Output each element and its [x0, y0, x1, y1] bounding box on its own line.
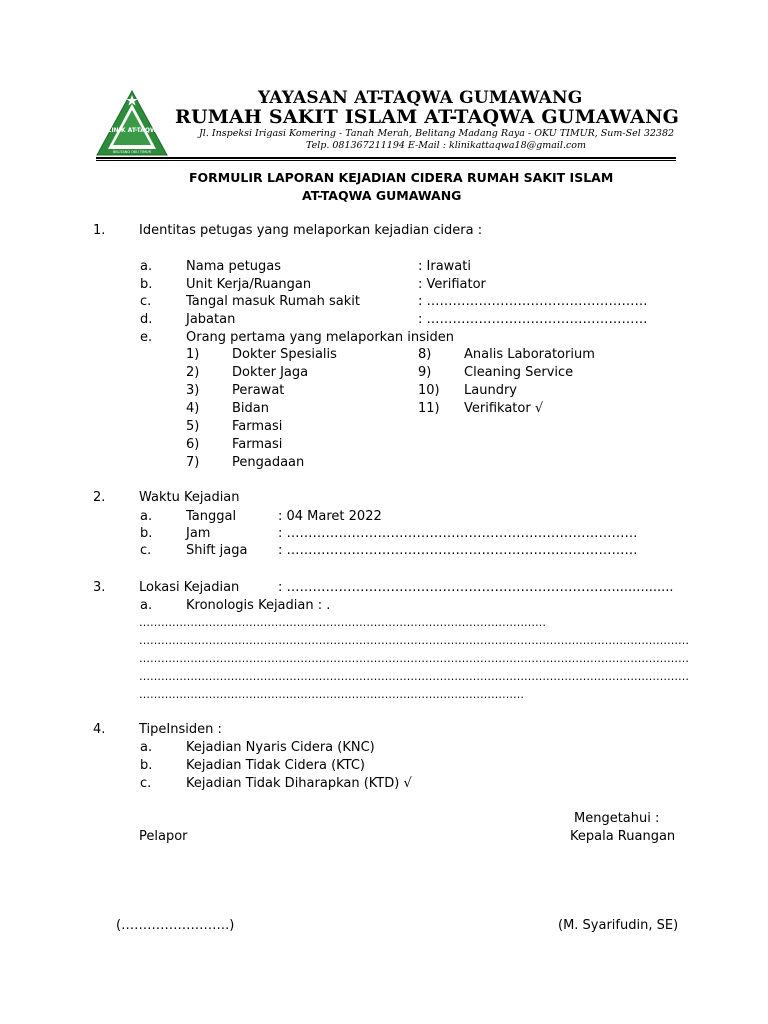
section3-number: 3.	[93, 580, 106, 595]
field-value-tanggal-masuk: : ……………………………………………	[418, 294, 648, 309]
option-label: Cleaning Service	[464, 365, 574, 380]
option-label: Dokter Spesialis	[232, 347, 337, 362]
option-number: 2)	[186, 365, 200, 380]
option-label: Laundry	[464, 383, 517, 398]
section4-title: TipeInsiden :	[139, 722, 222, 737]
reporter-label: Pelapor	[139, 829, 188, 844]
field-label-jabatan: Jabatan	[186, 312, 236, 327]
form-title-line1: FORMULIR LAPORAN KEJADIAN CIDERA RUMAH SAKIT ISLAM	[189, 170, 614, 185]
incident-type-ktd: Kejadian Tidak Diharapkan (KTD) √	[186, 776, 412, 791]
field-letter: e.	[140, 330, 153, 345]
option-number: 7)	[186, 455, 200, 470]
option-label: Analis Laboratorium	[464, 347, 595, 362]
field-value-lokasi: : …………………………………………………………………...............	[278, 580, 674, 595]
head-signature-name: (M. Syarifudin, SE)	[558, 918, 679, 933]
field-label-nama: Nama petugas	[186, 259, 282, 274]
dotted-line: ……………………………………………………………………………………………………………………………………	[139, 634, 689, 647]
option-label: Verifikator √	[464, 401, 544, 416]
field-label-unit: Unit Kerja/Ruangan	[186, 277, 312, 292]
field-letter: b.	[140, 277, 153, 292]
field-letter: d.	[140, 312, 153, 327]
dotted-line: ……………………………………………………………………………………………………………………………………	[139, 670, 689, 683]
field-letter: a.	[140, 740, 153, 755]
incident-type-ktc: Kejadian Tidak Cidera (KTC)	[186, 758, 365, 773]
field-value-tanggal: : 04 Maret 2022	[278, 509, 382, 524]
dotted-line: …………………………………………………………………………………………………	[139, 616, 546, 629]
logo-bottom-text: BELITANG OKU TIMUR	[112, 150, 152, 154]
field-value-jabatan: : ……………………………………………	[418, 312, 648, 327]
option-number: 9)	[418, 365, 432, 380]
field-letter: b.	[140, 758, 153, 773]
field-label-kronologis: Kronologis Kejadian : .	[186, 598, 331, 613]
field-label-pelapor-pertama: Orang pertama yang melaporkan insiden	[186, 330, 455, 345]
field-letter: c.	[140, 543, 152, 558]
option-number: 11)	[418, 401, 440, 416]
head-label: Kepala Ruangan	[570, 829, 676, 844]
option-number: 4)	[186, 401, 200, 416]
dotted-line: ……………………………………………………………………………………………………………………………………	[139, 652, 689, 665]
foundation-name: YAYASAN AT-TAQWA GUMAWANG	[258, 88, 583, 108]
option-number: 5)	[186, 419, 200, 434]
header-rule-thin	[96, 160, 676, 161]
field-label-shift: Shift jaga	[186, 543, 248, 558]
field-value-unit: : Verifiator	[418, 277, 486, 292]
field-letter: b.	[140, 526, 153, 541]
logo-text: KLINIK AT-TAQWA	[102, 127, 162, 134]
hospital-contact: Telp. 081367211194 E-Mail : klinikattaqwa18@gmail.com	[306, 140, 587, 151]
reporter-signature-name: (…………………….)	[116, 918, 235, 933]
dotted-line: ……………………………………………………………………………………………	[139, 688, 524, 701]
section2-title: Waktu Kejadian	[139, 490, 240, 505]
field-value-shift: : ………………………………………………………………………	[278, 543, 638, 558]
section2-number: 2.	[93, 490, 106, 505]
option-label: Farmasi	[232, 419, 283, 434]
option-number: 3)	[186, 383, 200, 398]
option-label: Dokter Jaga	[232, 365, 309, 380]
option-label: Pengadaan	[232, 455, 305, 470]
section3-title: Lokasi Kejadian	[139, 580, 240, 595]
header-rule-thick	[96, 157, 676, 159]
section1-number: 1.	[93, 223, 106, 238]
field-value-jam: : ………………………………………………………………………	[278, 526, 638, 541]
acknowledged-label: Mengetahui :	[574, 811, 660, 826]
hospital-logo	[96, 90, 168, 156]
field-letter: a.	[140, 598, 153, 613]
option-number: 10)	[418, 383, 440, 398]
field-value-nama: : Irawati	[418, 259, 471, 274]
option-number: 1)	[186, 347, 200, 362]
field-letter: c.	[140, 776, 152, 791]
field-label-tanggal-masuk: Tangal masuk Rumah sakit	[186, 294, 360, 309]
option-number: 8)	[418, 347, 432, 362]
option-label: Perawat	[232, 383, 285, 398]
field-label-tanggal: Tanggal	[186, 509, 237, 524]
hospital-name: RUMAH SAKIT ISLAM AT-TAQWA GUMAWANG	[175, 106, 680, 128]
incident-type-knc: Kejadian Nyaris Cidera (KNC)	[186, 740, 375, 755]
field-letter: a.	[140, 509, 153, 524]
option-label: Bidan	[232, 401, 269, 416]
field-label-jam: Jam	[186, 526, 211, 541]
hospital-address: Jl. Inspeksi Irigasi Komering - Tanah Merah, Belitang Madang Raya - OKU TIMUR, Sum-Sel 32382	[199, 128, 675, 139]
option-label: Farmasi	[232, 437, 283, 452]
form-title-line2: AT-TAQWA GUMAWANG	[302, 188, 462, 203]
section4-number: 4.	[93, 722, 106, 737]
option-number: 6)	[186, 437, 200, 452]
field-letter: c.	[140, 294, 152, 309]
section1-title: Identitas petugas yang melaporkan kejadian cidera :	[139, 223, 483, 238]
field-letter: a.	[140, 259, 153, 274]
